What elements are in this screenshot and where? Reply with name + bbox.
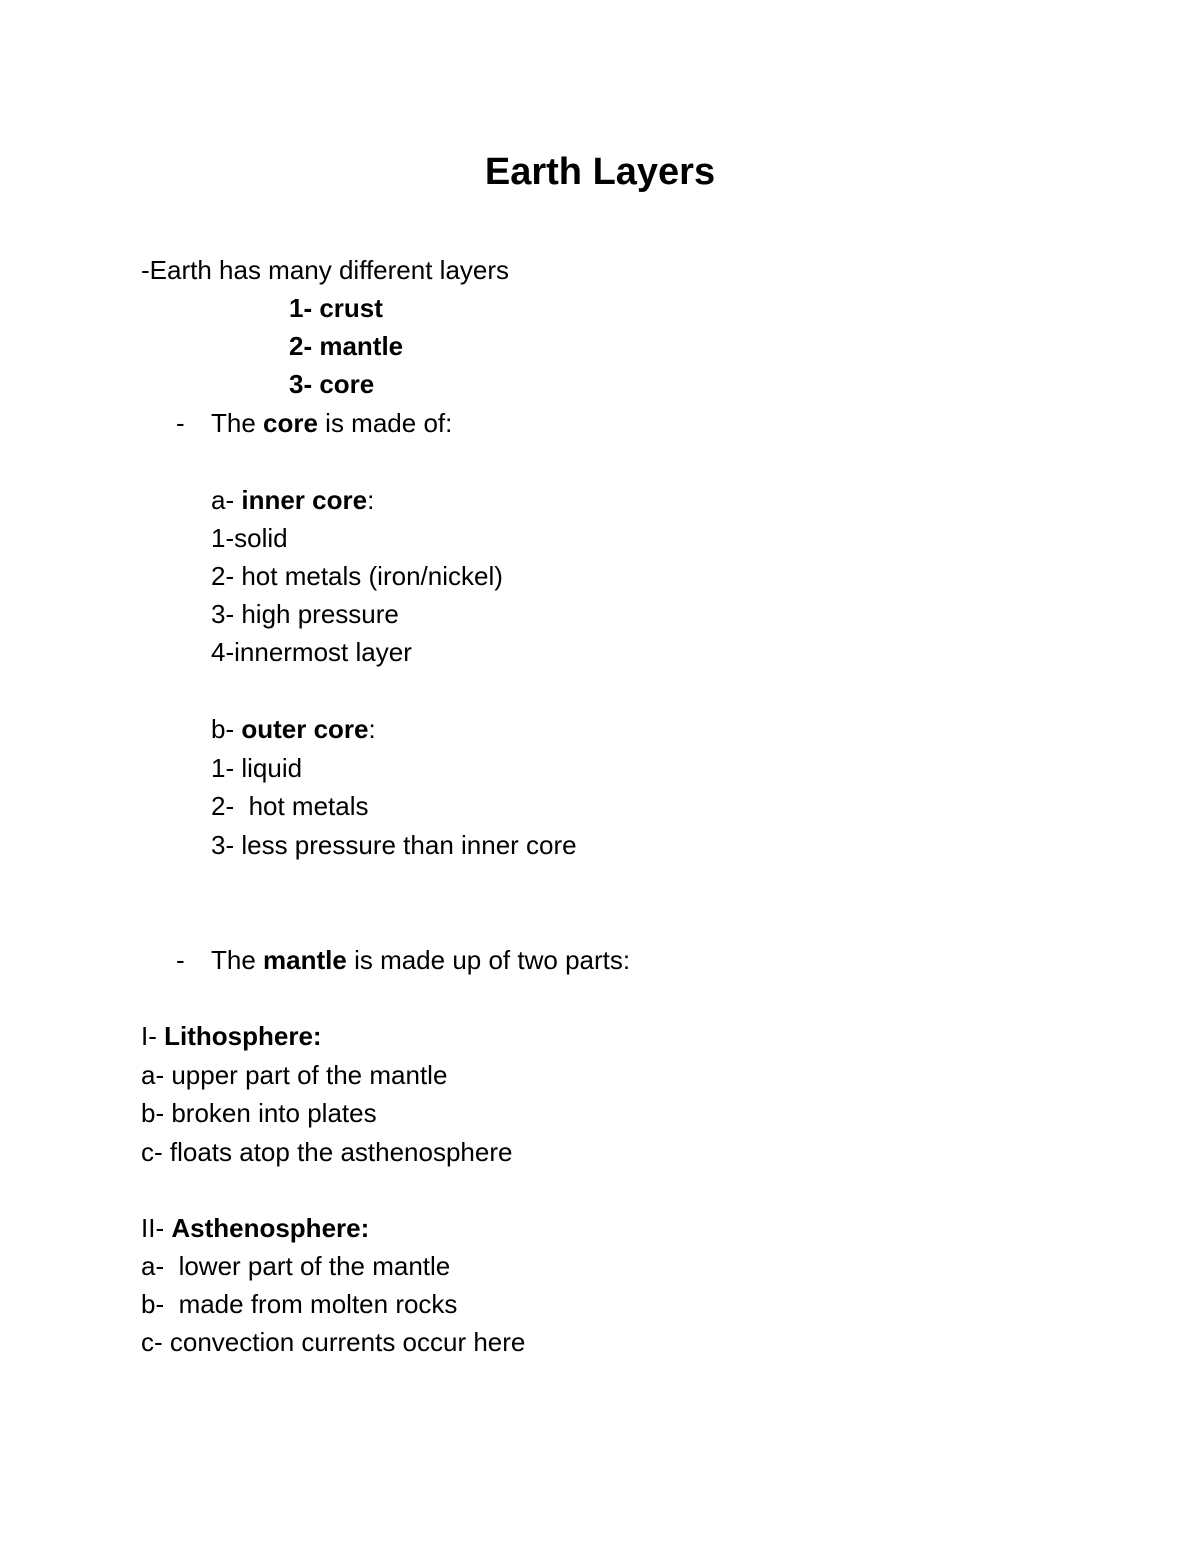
inner-core-item: 1-solid — [211, 523, 288, 553]
label-prefix: I- — [141, 1021, 165, 1051]
asthenosphere-keyword: Asthenosphere: — [171, 1213, 370, 1243]
inner-core-item: 2- hot metals (iron/nickel) — [211, 561, 503, 591]
lithosphere-item: b- broken into plates — [141, 1098, 377, 1128]
layer-item: 3- core — [289, 369, 375, 399]
core-heading — [211, 404, 452, 442]
inner-core-item: 4-innermost layer — [211, 637, 412, 667]
layer-item: 2- mantle — [289, 331, 404, 361]
label-prefix: II- — [141, 1213, 172, 1243]
asthenosphere-label — [141, 1209, 369, 1247]
label-prefix: a- — [211, 485, 242, 515]
label-suffix: : — [368, 714, 376, 744]
inner-core-keyword: inner core — [241, 485, 368, 515]
outer-core-label — [211, 710, 376, 748]
asthenosphere-item: c- convection currents occur here — [141, 1327, 526, 1357]
layer-item: 1- crust — [289, 293, 383, 323]
bullet-dash: - — [176, 408, 185, 438]
outer-core-item: 3- less pressure than inner core — [211, 830, 577, 860]
page-title: Earth Layers — [484, 151, 716, 193]
lithosphere-item: a- upper part of the mantle — [141, 1060, 448, 1090]
inner-core-item: 3- high pressure — [211, 599, 399, 629]
mantle-keyword: mantle — [263, 945, 347, 975]
label-suffix: : — [367, 485, 375, 515]
outer-core-item: 2- hot metals — [211, 791, 369, 821]
lithosphere-keyword: Lithosphere: — [164, 1021, 322, 1051]
asthenosphere-item: b- made from molten rocks — [141, 1289, 458, 1319]
core-keyword: core — [263, 408, 318, 438]
asthenosphere-item: a- lower part of the mantle — [141, 1251, 451, 1281]
mantle-heading — [211, 941, 630, 979]
label-prefix: b- — [211, 714, 242, 744]
core-heading-prefix: The — [211, 408, 264, 438]
mantle-heading-prefix: The — [211, 945, 264, 975]
mantle-heading-suffix: is made up of two parts: — [346, 945, 631, 975]
core-heading-suffix: is made of: — [317, 408, 453, 438]
lithosphere-item: c- floats atop the asthenosphere — [141, 1137, 513, 1167]
outer-core-item: 1- liquid — [211, 753, 303, 783]
inner-core-label — [211, 481, 374, 519]
bullet-dash: - — [176, 945, 185, 975]
lithosphere-label — [141, 1017, 322, 1055]
intro-line: -Earth has many different layers — [141, 255, 510, 285]
outer-core-keyword: outer core — [241, 714, 369, 744]
